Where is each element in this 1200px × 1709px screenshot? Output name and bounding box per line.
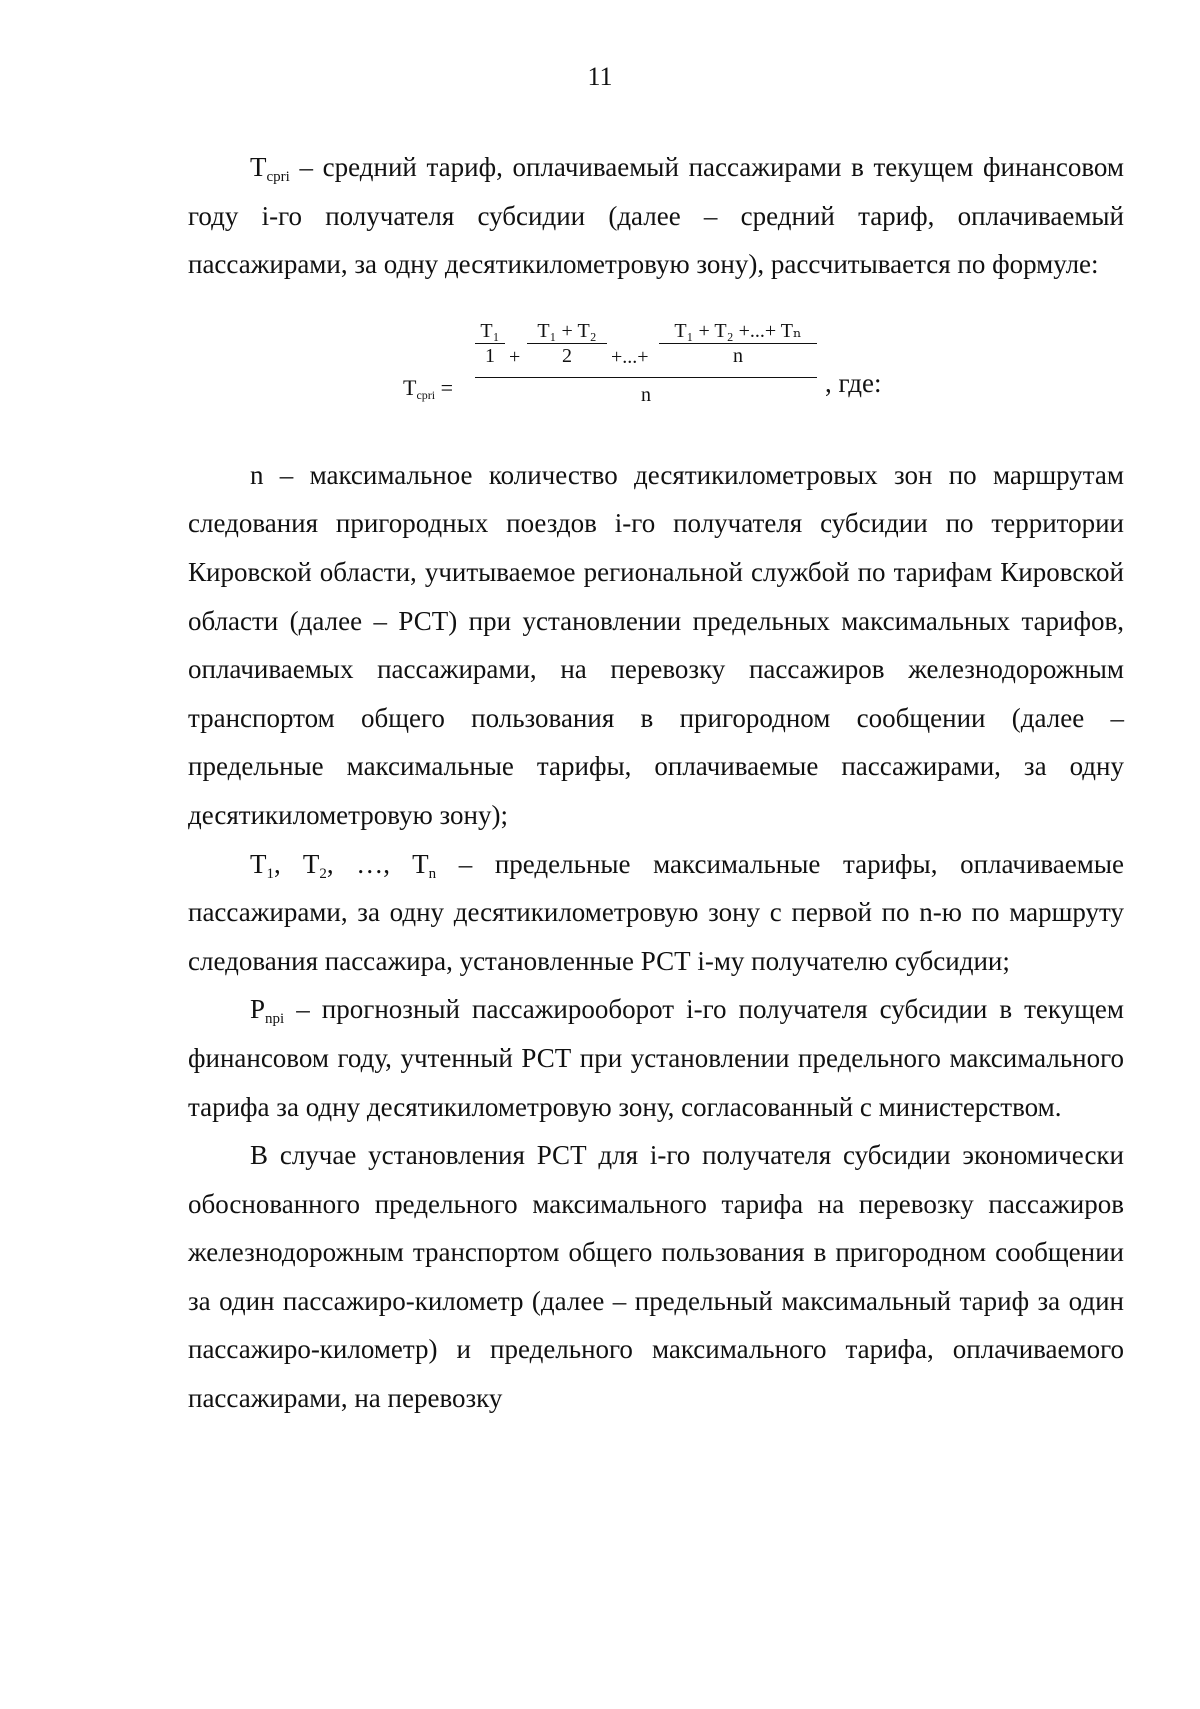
paragraph-case-clause: В случае установления РСТ для i-го получателя субсидии экономически обоснованного предельного максимального тарифа на перевозку пассажиров железнодорожным транспортом общего пользования в пригородном сообщении за один пассажиро-километр (далее – предельный максимальный тариф за один пассажиро-километр) и предельного максимального тарифа, оплачиваемого пассажирами, на перевозку [188,1140,1124,1414]
fraction-1-numerator: T₁ [480,319,500,342]
symbol-p: P [250,994,266,1025]
symbol-subscript: cpri [266,169,290,185]
formula-lhs [403,364,453,413]
symbol-t: T [250,152,267,182]
symbol-t1: T [250,848,267,879]
formula-numerator [475,319,817,375]
formula-lhs-symbol: T [403,374,417,400]
formula-equals: = [440,374,454,400]
plus-ellipsis: +...+ [611,345,649,368]
fraction-3 [659,319,817,368]
paragraph-text: – средний тариф, оплачиваемый пассажирами в текущем финансовом году i-го получателя субсидии (далее – средний тариф, оплачиваемый пассажирами, за одну десятикилометровую зону), рассчитывается по формуле: [188,152,1124,280]
fraction-2 [527,319,607,368]
subscript-n: n [428,865,437,882]
formula-main-fraction [475,319,817,412]
fraction-3-denominator: n [733,344,743,367]
formula-lhs-subscript: cpri [416,387,436,402]
subscript-2: 2 [319,865,327,882]
fraction-1 [475,319,505,368]
body-text [188,143,1124,1423]
symbol-t2: , T [274,848,320,879]
paragraph-passenger-turnover-definition [188,985,1124,1131]
fraction-2-numerator: T₁ + T₂ [537,319,597,342]
subscript-1: 1 [266,865,274,882]
formula-block [188,311,1124,451]
fraction-3-numerator: T₁ + T₂ +...+ Tₙ [674,319,802,342]
paragraph-text: – предельные максимальные тарифы, оплачиваемые пассажирами, за одну десятикилометровую зону с первой по n-ю по маршруту следования пассажира, установленные РСТ i-му получателю субсидии; [188,848,1124,976]
paragraph-n-definition: n – максимальное количество десятикилометровых зон по маршрутам следования пригородных поездов i-го получателя субсидии по территории Кировской области, учитываемое региональной службой по тарифам Кировской области (далее – РСТ) при установлении предельных максимальных тарифов, оплачиваемых пассажирами, на перевозку пассажиров железнодорожным транспортом общего пользования в пригородном сообщении (далее – предельные максимальные тарифы, оплачиваемые пассажирами, за одну десятикилометровую зону); [188,459,1124,830]
formula-tail: , где: [825,367,882,398]
symbol-subscript: npi [265,1011,285,1028]
plus-sign: + [509,345,521,368]
page-number: 11 [587,62,613,91]
paragraph-average-tariff-definition [188,143,1124,289]
paragraph-text: – прогнозный пассажирооборот i-го получателя субсидии в текущем финансовом году, учтенный РСТ при установлении предельного максимального тарифа за одну десятикилометровую зону, согласованный с министерством. [188,994,1124,1122]
formula-denominator: n [641,383,651,406]
symbol-tn: , …, T [326,848,429,879]
fraction-2-denominator: 2 [562,344,572,367]
paragraph-tariffs-definition [188,840,1124,986]
fraction-1-denominator: 1 [485,344,495,367]
